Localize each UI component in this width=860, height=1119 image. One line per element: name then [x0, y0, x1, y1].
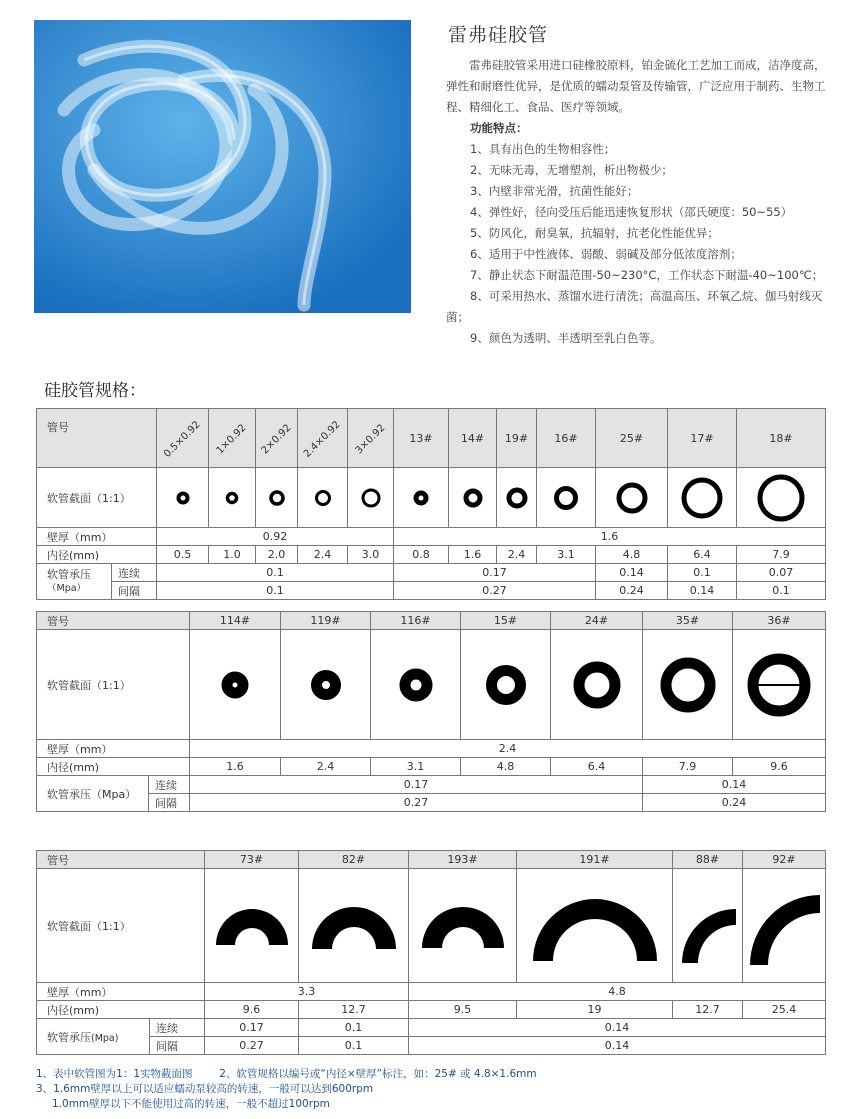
wall-value: 4.8	[409, 983, 826, 1001]
pressure-value: 0.27	[205, 1037, 299, 1055]
cross-section	[537, 468, 596, 528]
cross-section-label: 软管截面（1:1）	[37, 630, 190, 740]
intermittent-label: 间隔	[149, 794, 190, 812]
cross-section	[596, 468, 668, 528]
inner-value: 6.4	[551, 758, 643, 776]
pressure-value: 0.14	[409, 1037, 826, 1055]
tube-code: 193#	[409, 851, 517, 869]
features-title: 功能特点：	[470, 121, 528, 135]
pressure-value: 0.14	[409, 1019, 826, 1037]
tube-section-icon	[359, 486, 383, 510]
cross-section	[256, 468, 298, 528]
inner-value: 1.0	[209, 546, 256, 564]
inner-value: 1.6	[190, 758, 281, 776]
pressure-value: 0.27	[190, 794, 643, 812]
tube-code: 35#	[643, 612, 733, 630]
tube-code: 88#	[673, 851, 743, 869]
pressure-value: 0.14	[643, 776, 826, 794]
tube-code: 17#	[668, 409, 737, 468]
wall-value: 0.92	[157, 528, 394, 546]
feature-item: 4、弹性好，径向受压后能迅速恢复形状（邵氏硬度：50~55）	[470, 205, 793, 219]
product-intro: 雷弗硅胶管采用进口硅橡胶原料，铂金硫化工艺加工而成，洁净度高，弹性和耐磨性优异，是优质的蠕动泵管及传输管，广泛应用于制药、生物工程、精细化工、食品、医疗等领域。	[446, 58, 826, 114]
tube-code: 15#	[461, 612, 551, 630]
tube-code: 14#	[449, 409, 497, 468]
inner-value: 9.5	[409, 1001, 517, 1019]
inner-value: 1.6	[449, 546, 497, 564]
pressure-value: 0.27	[394, 582, 596, 600]
tube-section-icon	[312, 487, 334, 509]
feature-item: 9、颜色为透明、半透明至乳白色等。	[470, 331, 662, 345]
footnotes	[36, 1067, 537, 1112]
tube-code: 2.4×0.92	[298, 409, 348, 468]
cross-section	[449, 468, 497, 528]
spec-table-3	[36, 850, 826, 1055]
arch-section-icon	[418, 900, 508, 952]
pressure-value: 0.17	[205, 1019, 299, 1037]
footnote: 1、表中软管图为1：1实物截面图 2、软管规格以编号或“内径×壁厚”标注，如：25# 或 4.8×1.6mm	[36, 1068, 537, 1080]
tube-no-label: 管号	[37, 612, 190, 630]
tube-code: 2×0.92	[256, 409, 298, 468]
pressure-value: 0.1	[157, 582, 394, 600]
tube-code: 18#	[737, 409, 826, 468]
feature-item: 3、内壁非常光滑，抗菌性能好；	[470, 184, 639, 198]
footnote: 3、1.6mm壁厚以上可以适应蠕动泵较高的转速，一般可以达到600rpm	[36, 1083, 374, 1095]
footnote: 1.0mm壁厚以下不能使用过高的转速，一般不超过100rpm	[52, 1098, 330, 1110]
inner-value: 19	[517, 1001, 673, 1019]
feature-item: 1、具有出色的生物相容性；	[470, 142, 616, 156]
tube-code: 116#	[371, 612, 461, 630]
cross-section	[409, 869, 517, 983]
inner-value: 25.4	[743, 1001, 826, 1019]
cross-section	[737, 468, 826, 528]
feature-item: 5、防风化，耐臭氧，抗辐射，抗老化性能优异；	[470, 226, 719, 240]
tube-section-icon	[679, 475, 725, 521]
arch-section-icon	[212, 903, 292, 949]
spec-table-1	[36, 408, 826, 600]
inner-value: 0.8	[394, 546, 449, 564]
tube-code: 119#	[281, 612, 371, 630]
spec-title: 硅胶管规格：	[44, 381, 146, 401]
feature-item: 6、适用于中性液体、弱酸、弱碱及部分低浓度溶剂；	[470, 247, 742, 261]
inner-value: 2.4	[281, 758, 371, 776]
cross-section	[298, 468, 348, 528]
product-photo	[34, 20, 411, 313]
tube-code: 0.5×0.92	[157, 409, 209, 468]
wall-label: 壁厚（mm）	[37, 528, 157, 546]
tube-section-icon	[173, 488, 193, 508]
tube-code: 16#	[537, 409, 596, 468]
inner-value: 0.5	[157, 546, 209, 564]
inner-value: 4.8	[461, 758, 551, 776]
cross-section	[209, 468, 256, 528]
wall-value: 2.4	[190, 740, 826, 758]
product-description	[446, 55, 826, 349]
tube-code: 13#	[394, 409, 449, 468]
inner-value: 2.4	[497, 546, 537, 564]
tube-section-icon	[483, 662, 529, 708]
tube-section-icon	[222, 488, 242, 508]
inner-value: 2.4	[298, 546, 348, 564]
tube-code: 191#	[517, 851, 673, 869]
tube-no-label: 管号	[37, 409, 157, 468]
continuous-label: 连续	[150, 1019, 205, 1037]
cross-section	[733, 630, 826, 740]
pressure-value: 0.14	[596, 564, 668, 582]
tube-section-icon	[309, 668, 343, 702]
tube-section-icon	[266, 487, 288, 509]
cross-section	[190, 630, 281, 740]
wall-label: 壁厚（mm）	[37, 740, 190, 758]
inner-value: 7.9	[737, 546, 826, 564]
tube-section-icon	[614, 480, 650, 516]
tube-section-icon	[504, 485, 530, 511]
cross-section	[157, 468, 209, 528]
cross-section	[673, 869, 743, 983]
arch-quarter-icon	[678, 885, 738, 967]
tube-section-icon	[411, 488, 431, 508]
arch-section-icon	[308, 899, 400, 953]
tube-code: 1×0.92	[209, 409, 256, 468]
tube-code: 24#	[551, 612, 643, 630]
inner-value: 3.0	[348, 546, 394, 564]
cross-section	[668, 468, 737, 528]
pressure-value: 0.24	[643, 794, 826, 812]
pressure-value: 0.14	[668, 582, 737, 600]
inner-value: 12.7	[673, 1001, 743, 1019]
tube-section-icon	[461, 486, 485, 510]
inner-label: 内径(mm)	[37, 1001, 205, 1019]
intermittent-label: 间隔	[150, 1037, 205, 1055]
tube-code: 73#	[205, 851, 299, 869]
tube-code: 3×0.92	[348, 409, 394, 468]
cross-section	[643, 630, 733, 740]
tube-section-icon	[220, 670, 250, 700]
feature-item: 8、可采用热水、蒸馏水进行清洗；高温高压、环氧乙烷、伽马射线灭菌；	[446, 289, 823, 324]
cross-section	[371, 630, 461, 740]
pressure-value: 0.1	[737, 582, 826, 600]
tube-code: 19#	[497, 409, 537, 468]
pressure-value: 0.17	[394, 564, 596, 582]
tube-section-icon	[744, 650, 814, 720]
pressure-value: 0.1	[299, 1037, 409, 1055]
inner-value: 3.1	[371, 758, 461, 776]
tube-code: 36#	[733, 612, 826, 630]
silicone-tube-image	[34, 20, 411, 313]
tube-section-icon	[570, 658, 624, 712]
inner-value: 9.6	[205, 1001, 299, 1019]
cross-section	[281, 630, 371, 740]
tube-section-icon	[552, 484, 580, 512]
tube-section-icon	[755, 472, 807, 524]
inner-value: 4.8	[596, 546, 668, 564]
cross-section-label: 软管截面（1:1）	[37, 869, 205, 983]
continuous-label: 连续	[149, 776, 190, 794]
wall-value: 3.3	[205, 983, 409, 1001]
pressure-label: 软管承压 （Mpa）	[37, 564, 112, 600]
tube-code: 82#	[299, 851, 409, 869]
product-title: 雷弗硅胶管	[448, 24, 549, 46]
tube-code: 114#	[190, 612, 281, 630]
pressure-value: 0.24	[596, 582, 668, 600]
pressure-value: 0.1	[668, 564, 737, 582]
inner-value: 2.0	[256, 546, 298, 564]
cross-section	[743, 869, 826, 983]
tube-code: 92#	[743, 851, 826, 869]
inner-label: 内径(mm)	[37, 546, 157, 564]
pressure-value: 0.17	[190, 776, 643, 794]
arch-quarter-icon	[746, 883, 822, 969]
feature-item: 7、静止状态下耐温范围-50~230°C，工作状态下耐温-40~100℃；	[470, 268, 824, 282]
spec-table-2	[36, 611, 826, 812]
tube-section-icon	[657, 654, 719, 716]
tube-code: 25#	[596, 409, 668, 468]
tube-no-label: 管号	[37, 851, 205, 869]
pressure-label: 软管承压(Mpa)	[37, 1019, 150, 1055]
cross-section	[497, 468, 537, 528]
cross-section	[348, 468, 394, 528]
inner-value: 7.9	[643, 758, 733, 776]
inner-value: 6.4	[668, 546, 737, 564]
continuous-label: 连续	[112, 564, 157, 582]
cross-section	[461, 630, 551, 740]
inner-value: 12.7	[299, 1001, 409, 1019]
cross-section	[205, 869, 299, 983]
wall-value: 1.6	[394, 528, 826, 546]
intermittent-label: 间隔	[112, 582, 157, 600]
inner-value: 3.1	[537, 546, 596, 564]
inner-label: 内径(mm)	[37, 758, 190, 776]
inner-value: 9.6	[733, 758, 826, 776]
cross-section	[299, 869, 409, 983]
cross-section	[517, 869, 673, 983]
cross-section	[394, 468, 449, 528]
pressure-value: 0.1	[299, 1019, 409, 1037]
pressure-value: 0.1	[157, 564, 394, 582]
pressure-value: 0.07	[737, 564, 826, 582]
tube-section-icon	[397, 666, 435, 704]
cross-section	[551, 630, 643, 740]
feature-item: 2、无味无毒，无增塑剂，析出物极少；	[470, 163, 673, 177]
wall-label: 壁厚（mm）	[37, 983, 205, 1001]
arch-section-icon	[529, 887, 661, 965]
pressure-label: 软管承压（Mpa）	[37, 776, 149, 812]
cross-section-label: 软管截面（1:1）	[37, 468, 157, 528]
